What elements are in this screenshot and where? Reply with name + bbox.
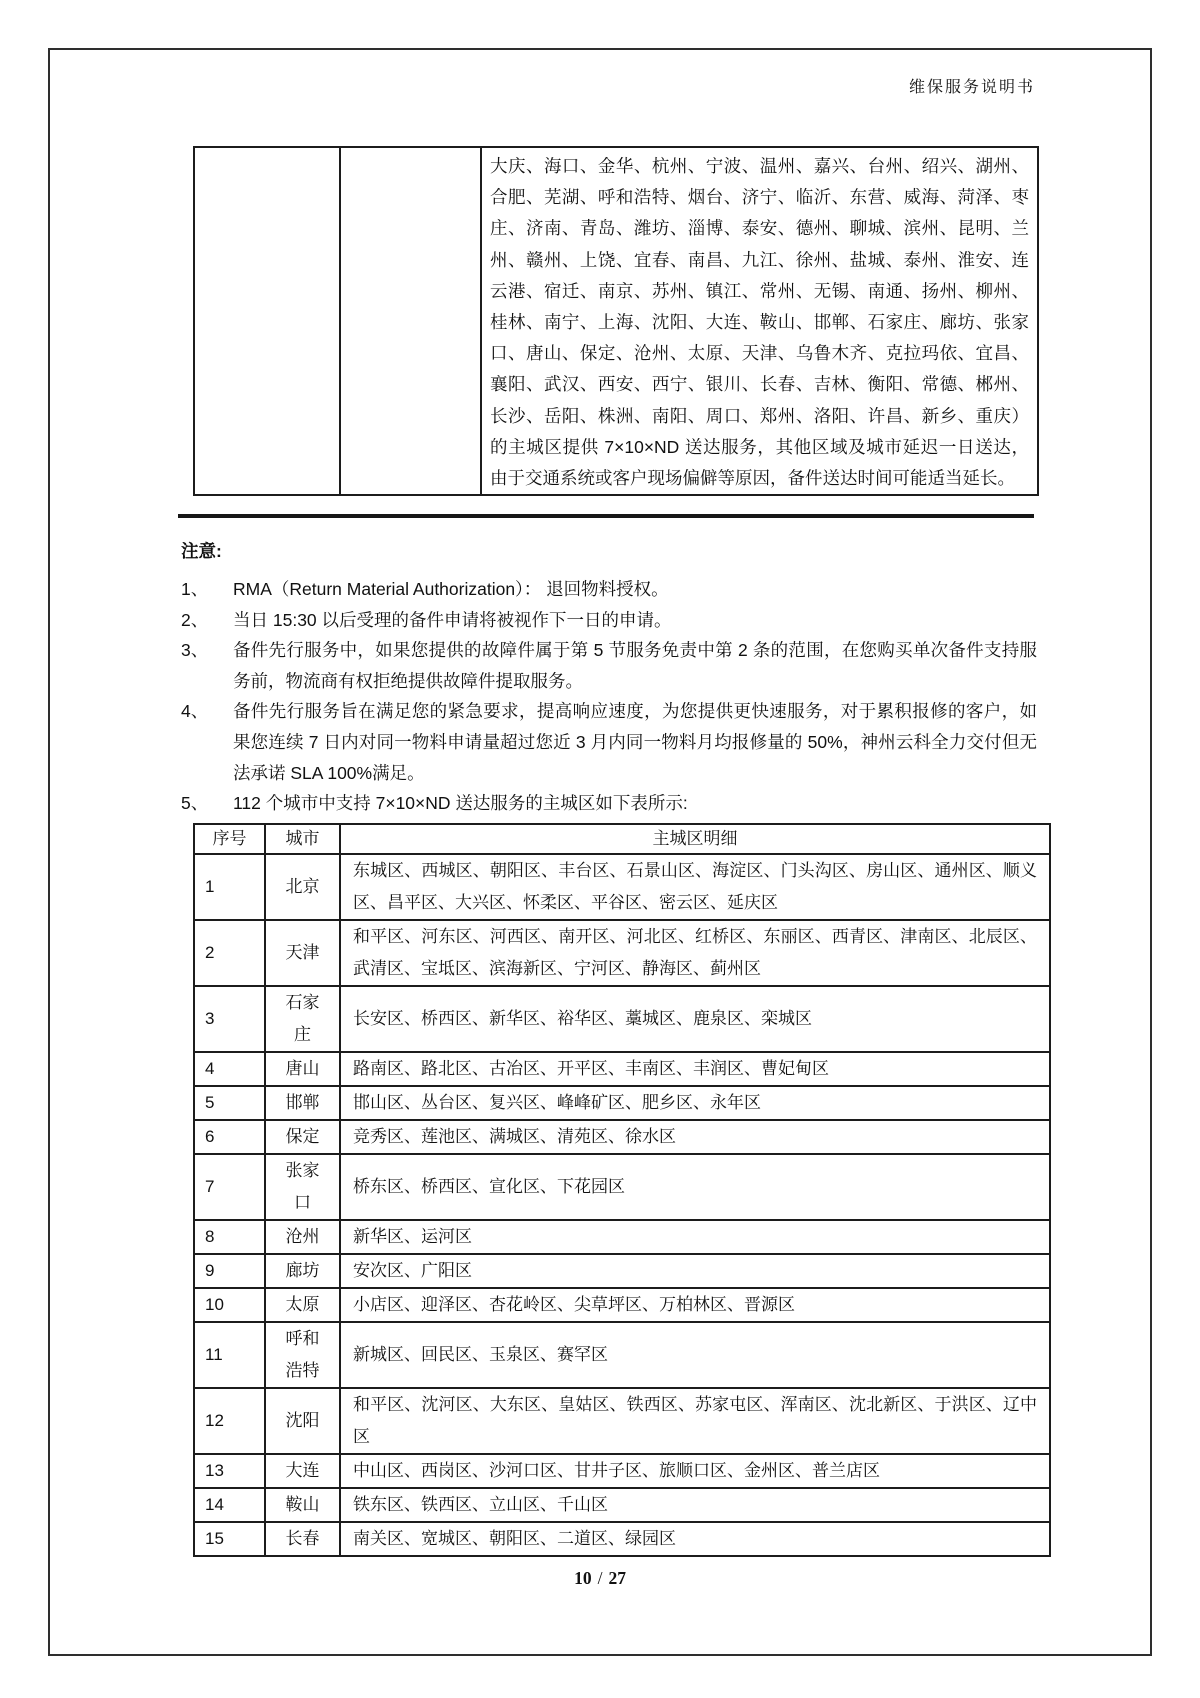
row-number-cell: 1	[194, 854, 265, 920]
districts-cell: 长安区、桥西区、新华区、裕华区、藁城区、鹿泉区、栾城区	[340, 986, 1050, 1052]
city-name-cell: 长春	[265, 1522, 340, 1556]
districts-cell: 中山区、西岗区、沙河口区、甘井子区、旅顺口区、金州区、普兰店区	[340, 1454, 1050, 1488]
districts-cell: 新华区、运河区	[340, 1220, 1050, 1254]
row-number-cell: 10	[194, 1288, 265, 1322]
header-city: 城市	[265, 824, 340, 854]
doc-header-title: 维保服务说明书	[908, 79, 1035, 96]
row-number-cell: 2	[194, 920, 265, 986]
city-name-cell: 呼和浩特	[265, 1322, 340, 1388]
district-table	[193, 823, 1051, 1557]
district-table-row	[194, 1454, 1050, 1488]
districts-cell: 小店区、迎泽区、杏花岭区、尖草坪区、万柏林区、晋源区	[340, 1288, 1050, 1322]
notice-item-text: 备件先行服务中，如果您提供的故障件属于第 5 节服务免责中第 2 条的范围，在您购买单次备件支持服务前，物流商有权拒绝提供故障件提取服务。	[233, 640, 1037, 691]
districts-cell: 东城区、西城区、朝阳区、丰台区、石景山区、海淀区、门头沟区、房山区、通州区、顺义区、昌平区、大兴区、怀柔区、平谷区、密云区、延庆区	[340, 854, 1050, 920]
row-number-cell: 15	[194, 1522, 265, 1556]
delivery-cities-row	[194, 147, 1038, 495]
notice-item-text: 当日 15:30 以后受理的备件申请将被视作下一日的申请。	[233, 609, 672, 630]
district-table-row	[194, 1220, 1050, 1254]
district-table-row	[194, 1522, 1050, 1556]
notice-item-4	[181, 696, 1037, 788]
page-number	[0, 1568, 1200, 1589]
page-number-separator: /	[597, 1568, 603, 1588]
row-number-cell: 3	[194, 986, 265, 1052]
header-no: 序号	[194, 824, 265, 854]
notice-item-3	[181, 635, 1037, 696]
districts-cell: 安次区、广阳区	[340, 1254, 1050, 1288]
district-table-row	[194, 1322, 1050, 1388]
district-table-row	[194, 920, 1050, 986]
district-table-row	[194, 1120, 1050, 1154]
notice-item-number: 5、	[181, 793, 209, 814]
notice-item-text: RMA（Return Material Authorization）： 退回物料授权。	[233, 579, 669, 599]
empty-cell-1	[194, 147, 340, 495]
districts-cell: 铁东区、铁西区、立山区、千山区	[340, 1488, 1050, 1522]
district-table-row	[194, 1488, 1050, 1522]
city-name-cell: 张家口	[265, 1154, 340, 1220]
city-name-cell: 保定	[265, 1120, 340, 1154]
district-table-row	[194, 1052, 1050, 1086]
row-number-cell: 12	[194, 1388, 265, 1454]
city-name-cell: 唐山	[265, 1052, 340, 1086]
notice-heading: 注意:	[181, 541, 222, 561]
notice-item-number: 3、	[181, 640, 209, 661]
districts-cell: 路南区、路北区、古冶区、开平区、丰南区、丰润区、曹妃甸区	[340, 1052, 1050, 1086]
notice-item-text: 备件先行服务旨在满足您的紧急要求，提高响应速度，为您提供更快速服务，对于累积报修的客户，如果您连续 7 日内对同一物料申请量超过您近 3 月内同一物料月均报修量的 50%，神州云科全力交付但无法承诺 SLA 100%满足。	[233, 701, 1037, 783]
row-number-cell: 5	[194, 1086, 265, 1120]
empty-cell-2	[340, 147, 481, 495]
row-number-cell: 6	[194, 1120, 265, 1154]
districts-cell: 竞秀区、莲池区、满城区、清苑区、徐水区	[340, 1120, 1050, 1154]
city-name-cell: 太原	[265, 1288, 340, 1322]
districts-cell: 新城区、回民区、玉泉区、赛罕区	[340, 1322, 1050, 1388]
row-number-cell: 8	[194, 1220, 265, 1254]
notice-item-number: 1、	[181, 579, 209, 599]
city-name-cell: 沧州	[265, 1220, 340, 1254]
city-name-cell: 北京	[265, 854, 340, 920]
notice-item-5	[181, 788, 1037, 819]
districts-cell: 南关区、宽城区、朝阳区、二道区、绿园区	[340, 1522, 1050, 1556]
district-table-row	[194, 1086, 1050, 1120]
row-number-cell: 11	[194, 1322, 265, 1388]
districts-cell: 邯山区、丛台区、复兴区、峰峰矿区、肥乡区、永年区	[340, 1086, 1050, 1120]
row-number-cell: 13	[194, 1454, 265, 1488]
delivery-cities-text: 大庆、海口、金华、杭州、宁波、温州、嘉兴、台州、绍兴、湖州、合肥、芜湖、呼和浩特、烟台、济宁、临沂、东营、威海、菏泽、枣庄、济南、青岛、潍坊、淄博、泰安、德州、聊城、滨州、昆明、兰州、赣州、上饶、宜春、南昌、九江、徐州、盐城、泰州、淮安、连云港、宿迁、南京、苏州、镇江、常州、无锡、南通、扬州、柳州、桂林、南宁、上海、沈阳、大连、鞍山、邯郸、石家庄、廊坊、张家口、唐山、保定、沧州、太原、天津、乌鲁木齐、克拉玛依、宜昌、襄阳、武汉、西安、西宁、银川、长春、吉林、衡阳、常德、郴州、长沙、岳阳、株洲、南阳、周口、郑州、洛阳、许昌、新乡、重庆）的主城区提供 7×10×ND 送达服务，其他区域及城市延迟一日送达，由于交通系统或客户现场偏僻等原因，备件送达时间可能适当延长。	[481, 147, 1038, 495]
notice-item-number: 2、	[181, 609, 209, 630]
district-table-row	[194, 854, 1050, 920]
district-table-header-row	[194, 824, 1050, 854]
districts-cell: 桥东区、桥西区、宣化区、下花园区	[340, 1154, 1050, 1220]
row-number-cell: 4	[194, 1052, 265, 1086]
city-name-cell: 大连	[265, 1454, 340, 1488]
row-number-cell: 14	[194, 1488, 265, 1522]
notice-item-number: 4、	[181, 701, 209, 722]
district-table-body	[194, 854, 1050, 1556]
city-name-cell: 廊坊	[265, 1254, 340, 1288]
districts-cell: 和平区、沈河区、大东区、皇姑区、铁西区、苏家屯区、浑南区、沈北新区、于洪区、辽中区	[340, 1388, 1050, 1454]
district-table-row	[194, 1254, 1050, 1288]
district-table-row	[194, 1388, 1050, 1454]
delivery-cities-table	[193, 146, 1039, 496]
district-table-row	[194, 1288, 1050, 1322]
section-divider-rule	[178, 514, 1034, 518]
row-number-cell: 7	[194, 1154, 265, 1220]
notice-list	[181, 574, 1037, 819]
city-name-cell: 鞍山	[265, 1488, 340, 1522]
districts-cell: 和平区、河东区、河西区、南开区、河北区、红桥区、东丽区、西青区、津南区、北辰区、武清区、宝坻区、滨海新区、宁河区、静海区、蓟州区	[340, 920, 1050, 986]
notice-item-2	[181, 605, 1037, 636]
district-table-row	[194, 986, 1050, 1052]
city-name-cell: 邯郸	[265, 1086, 340, 1120]
district-table-row	[194, 1154, 1050, 1220]
city-name-cell: 沈阳	[265, 1388, 340, 1454]
row-number-cell: 9	[194, 1254, 265, 1288]
header-districts: 主城区明细	[340, 824, 1050, 854]
notice-item-text: 112 个城市中支持 7×10×ND 送达服务的主城区如下表所示:	[233, 793, 688, 814]
page-number-current: 10	[574, 1568, 592, 1588]
notice-item-1	[181, 574, 1037, 605]
page-number-total: 27	[608, 1568, 626, 1588]
city-name-cell: 天津	[265, 920, 340, 986]
city-name-cell: 石家庄	[265, 986, 340, 1052]
